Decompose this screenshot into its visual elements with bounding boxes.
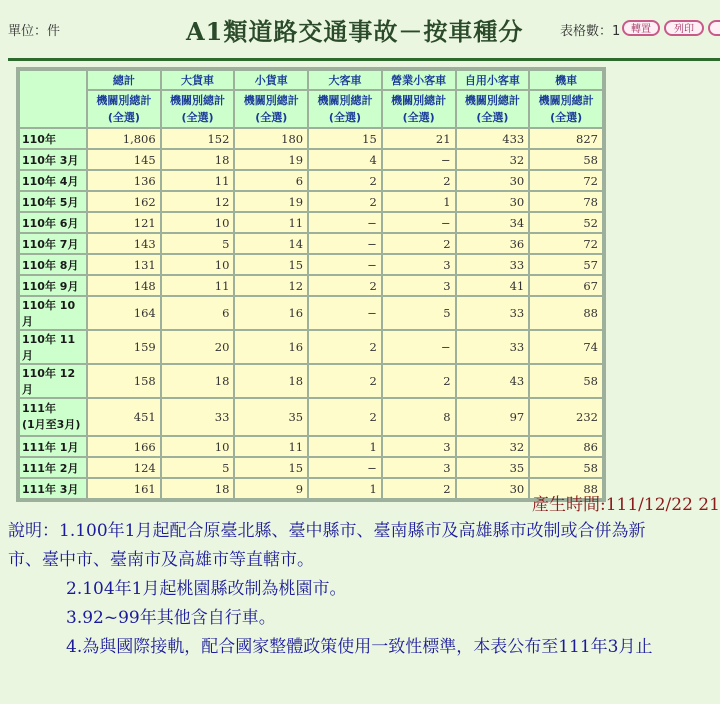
table-row — [20, 234, 602, 253]
table-cell: 88 — [530, 479, 602, 498]
table-row — [20, 479, 602, 498]
col-subheader-line2: (全選) — [107, 111, 140, 124]
table-cell: 10 — [162, 437, 234, 456]
table-cell: 12 — [235, 276, 307, 295]
table-cell: 33 — [457, 255, 529, 274]
table-cell: 10 — [162, 255, 234, 274]
col-subheader-line2: (全選) — [402, 111, 435, 124]
unit-label: 單位：件 — [8, 24, 61, 39]
table-cell: 145 — [88, 150, 160, 169]
table-cell: 1 — [383, 192, 455, 211]
table-row — [20, 150, 602, 169]
table-cell: 35 — [457, 458, 529, 477]
table-row — [20, 297, 602, 329]
table-cell: 18 — [162, 365, 234, 397]
table-row — [20, 276, 602, 295]
extra-button[interactable] — [708, 20, 720, 36]
table-cell: 124 — [88, 458, 160, 477]
table-cell: 148 — [88, 276, 160, 295]
table-cell: 232 — [530, 399, 602, 435]
table-cell: 36 — [457, 234, 529, 253]
table-cell: 33 — [162, 399, 234, 435]
table-cell: 143 — [88, 234, 160, 253]
table-cell: − — [309, 458, 381, 477]
table-cell: 15 — [309, 129, 381, 148]
table-cell: 1 — [309, 437, 381, 456]
table-row — [20, 365, 602, 397]
table-row — [20, 437, 602, 456]
table-row — [20, 213, 602, 232]
table-cell: 20 — [162, 331, 234, 363]
col-subheader-line1: 機關別總計 — [391, 94, 447, 107]
table-cell: 30 — [457, 192, 529, 211]
row-header[interactable]: 111年 1月 — [20, 437, 86, 456]
col-subheader-line2: (全選) — [255, 111, 288, 124]
table-cell: 30 — [457, 479, 529, 498]
table-cell: − — [383, 213, 455, 232]
table-cell: 15 — [235, 255, 307, 274]
top-bar — [0, 0, 720, 58]
table-row — [20, 255, 602, 274]
table-cell: 41 — [457, 276, 529, 295]
table-cell: 16 — [235, 297, 307, 329]
table-cell: 11 — [162, 171, 234, 190]
table-cell: 19 — [235, 150, 307, 169]
table-row — [20, 331, 602, 363]
col-subheader-line1: 機關別總計 — [317, 94, 373, 107]
table-cell: 34 — [457, 213, 529, 232]
table-cell: 2 — [383, 365, 455, 397]
table-cell: − — [383, 331, 455, 363]
col-subheader[interactable] — [383, 91, 455, 127]
row-header[interactable]: 110年 4月 — [20, 171, 86, 190]
table-cell: 180 — [235, 129, 307, 148]
note-line: 4.為與國際接軌，配合國家整體政策使用一致性標準，本表公布至111年3月止 — [66, 637, 653, 657]
table-cell: 9 — [235, 479, 307, 498]
row-header[interactable]: 110年 7月 — [20, 234, 86, 253]
table-cell: 2 — [309, 399, 381, 435]
table-cell: 57 — [530, 255, 602, 274]
table-cell: 97 — [457, 399, 529, 435]
table-cell: 4 — [309, 150, 381, 169]
table-cell: 159 — [88, 331, 160, 363]
table-cell: 33 — [457, 331, 529, 363]
col-header[interactable]: 營業小客車 — [383, 71, 455, 89]
row-header[interactable]: 110年 11月 — [20, 331, 86, 363]
table-cell: 18 — [162, 150, 234, 169]
table-cell: 14 — [235, 234, 307, 253]
table-cell: 67 — [530, 276, 602, 295]
table-cell: 1,806 — [88, 129, 160, 148]
table-cell: 15 — [235, 458, 307, 477]
row-header[interactable]: 110年 6月 — [20, 213, 86, 232]
row-header[interactable]: 110年 — [20, 129, 86, 148]
row-header[interactable]: 111年 2月 — [20, 458, 86, 477]
table-cell: 30 — [457, 171, 529, 190]
row-header[interactable]: 110年 9月 — [20, 276, 86, 295]
table-cell: 451 — [88, 399, 160, 435]
table-cell: 88 — [530, 297, 602, 329]
table-cell: 164 — [88, 297, 160, 329]
table-cell: 58 — [530, 150, 602, 169]
table-cell: 86 — [530, 437, 602, 456]
col-subheader-line1: 機關別總計 — [538, 94, 594, 107]
table-cell: 3 — [383, 276, 455, 295]
table-cell: 10 — [162, 213, 234, 232]
col-subheader[interactable] — [309, 91, 381, 127]
table-cell: 18 — [235, 365, 307, 397]
table-cell: 827 — [530, 129, 602, 148]
table-count: 表格數：1 — [560, 24, 621, 39]
table-corner — [20, 71, 86, 127]
col-subheader-line1: 機關別總計 — [170, 94, 226, 107]
col-subheader[interactable] — [235, 91, 307, 127]
col-subheader[interactable] — [457, 91, 529, 127]
table-cell: − — [383, 150, 455, 169]
table-cell: 3 — [383, 458, 455, 477]
table-cell: 131 — [88, 255, 160, 274]
table-cell: 2 — [309, 331, 381, 363]
row-header[interactable]: 111年 3月 — [20, 479, 86, 498]
table-cell: 43 — [457, 365, 529, 397]
table-row — [20, 458, 602, 477]
col-subheader[interactable] — [162, 91, 234, 127]
table-cell: 136 — [88, 171, 160, 190]
header-divider — [8, 58, 720, 61]
table-cell: 5 — [162, 458, 234, 477]
table-cell: 121 — [88, 213, 160, 232]
table-cell: 11 — [235, 437, 307, 456]
table-cell: 162 — [88, 192, 160, 211]
col-subheader-line2: (全選) — [181, 111, 214, 124]
table-cell: 11 — [235, 213, 307, 232]
table-cell: 72 — [530, 171, 602, 190]
data-table-wrapper — [16, 67, 606, 502]
row-header[interactable]: 110年 10月 — [20, 297, 86, 329]
table-cell: 3 — [383, 255, 455, 274]
table-cell: 152 — [162, 129, 234, 148]
col-header[interactable]: 小貨車 — [235, 71, 307, 89]
table-cell: 21 — [383, 129, 455, 148]
col-subheader-line1: 機關別總計 — [464, 94, 520, 107]
table-cell: − — [309, 213, 381, 232]
table-cell: 6 — [235, 171, 307, 190]
col-subheader-line2: (全選) — [550, 111, 583, 124]
col-header[interactable]: 大客車 — [309, 71, 381, 89]
table-cell: 58 — [530, 458, 602, 477]
table-cell: 72 — [530, 234, 602, 253]
table-cell: 35 — [235, 399, 307, 435]
table-cell: 2 — [383, 234, 455, 253]
generated-time: 產生時間:111/12/22 21 — [532, 495, 720, 515]
table-cell: 58 — [530, 365, 602, 397]
table-cell: 12 — [162, 192, 234, 211]
table-cell: 16 — [235, 331, 307, 363]
col-header[interactable]: 大貨車 — [162, 71, 234, 89]
table-cell: 8 — [383, 399, 455, 435]
table-cell: 5 — [383, 297, 455, 329]
table-row — [20, 399, 602, 435]
data-table — [18, 69, 604, 500]
col-subheader[interactable] — [530, 91, 602, 127]
table-cell: − — [309, 297, 381, 329]
table-cell: 3 — [383, 437, 455, 456]
table-row — [20, 171, 602, 190]
table-cell: 2 — [383, 479, 455, 498]
page-title: A1類道路交通事故－按車種分 — [186, 17, 524, 46]
col-subheader-line2: (全選) — [328, 111, 361, 124]
rotate-button[interactable]: 轉置 — [622, 20, 660, 36]
table-cell: 433 — [457, 129, 529, 148]
table-cell: 2 — [309, 365, 381, 397]
table-cell: 78 — [530, 192, 602, 211]
row-header[interactable]: 110年 12月 — [20, 365, 86, 397]
table-cell: 33 — [457, 297, 529, 329]
table-cell: 158 — [88, 365, 160, 397]
table-cell: 52 — [530, 213, 602, 232]
table-cell: − — [309, 255, 381, 274]
col-subheader[interactable] — [88, 91, 160, 127]
row-header[interactable]: 110年 3月 — [20, 150, 86, 169]
table-cell: 166 — [88, 437, 160, 456]
col-header[interactable]: 機車 — [530, 71, 602, 89]
table-cell: 1 — [309, 479, 381, 498]
table-row — [20, 192, 602, 211]
col-subheader-line2: (全選) — [476, 111, 509, 124]
table-cell: 161 — [88, 479, 160, 498]
table-cell: 19 — [235, 192, 307, 211]
table-cell: 5 — [162, 234, 234, 253]
row-header[interactable]: 110年 5月 — [20, 192, 86, 211]
row-header[interactable]: 110年 8月 — [20, 255, 86, 274]
col-header[interactable]: 總計 — [88, 71, 160, 89]
table-cell: 6 — [162, 297, 234, 329]
row-header[interactable]: 111年 (1月至3月) — [20, 399, 86, 435]
note-line: 2.104年1月起桃園縣改制為桃園市。 — [66, 579, 347, 599]
note-line: 市、臺中市、臺南市及高雄市等直轄市。 — [8, 550, 314, 570]
table-cell: 2 — [309, 171, 381, 190]
table-cell: 74 — [530, 331, 602, 363]
note-line: 說明：1.100年1月起配合原臺北縣、臺中縣市、臺南縣市及高雄縣市改制或合併為新 — [8, 521, 646, 541]
table-cell: 11 — [162, 276, 234, 295]
col-subheader-line1: 機關別總計 — [243, 94, 299, 107]
col-subheader-line1: 機關別總計 — [96, 94, 152, 107]
col-header[interactable]: 自用小客車 — [457, 71, 529, 89]
note-line: 3.92~99年其他含自行車。 — [66, 608, 276, 628]
table-row — [20, 129, 602, 148]
table-cell: − — [309, 234, 381, 253]
table-cell: 18 — [162, 479, 234, 498]
print-button[interactable]: 列印 — [664, 20, 704, 36]
table-cell: 32 — [457, 437, 529, 456]
table-cell: 32 — [457, 150, 529, 169]
table-cell: 2 — [309, 276, 381, 295]
table-cell: 2 — [383, 171, 455, 190]
table-cell: 2 — [309, 192, 381, 211]
